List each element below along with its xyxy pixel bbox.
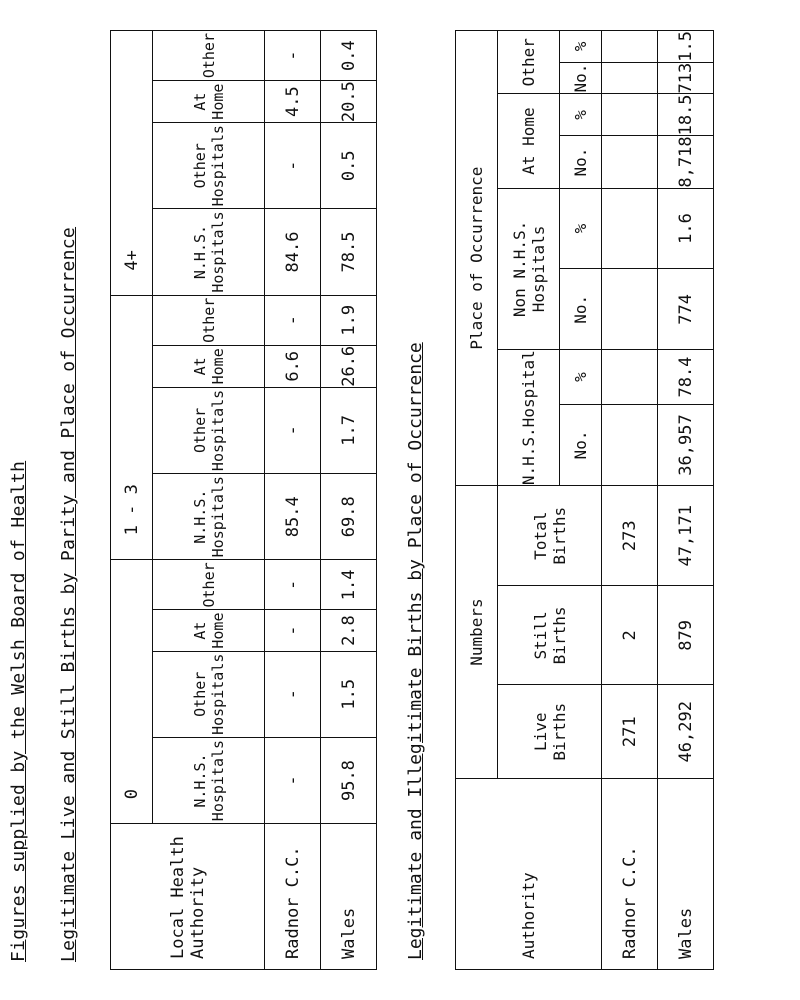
percent-header: % [560, 188, 602, 269]
subheader-at-home: At Home [153, 610, 265, 651]
table2-authority-header: Authority [456, 779, 602, 970]
table-cell: 69.8 [321, 474, 377, 560]
table-cell: 46,292 [658, 685, 714, 779]
table-row [321, 31, 377, 970]
table-cell [602, 269, 658, 350]
subheader-nhs-hospitals: N.H.S. Hospitals [153, 737, 265, 823]
table-row [658, 31, 714, 970]
nhs-hospital-header: N.H.S.Hospital [498, 350, 560, 486]
still-births-header: Still Births [498, 586, 602, 685]
table-cell: 0.4 [321, 31, 377, 81]
table-cell: 78.4 [658, 350, 714, 405]
table-cell [602, 62, 658, 94]
table-cell: 84.6 [265, 209, 321, 295]
table2-title: Legitimate and Illegitimate Births by Place of Occurrence [405, 342, 426, 960]
table-cell: 1.7 [321, 387, 377, 473]
table-cell: 1.5 [658, 31, 714, 63]
row-authority-name: Radnor C.C. [602, 779, 658, 970]
table-cell: 0.5 [321, 123, 377, 209]
table-cell: - [265, 31, 321, 81]
other-header: Other [498, 31, 560, 94]
table-cell: - [265, 651, 321, 737]
total-births-header: Total Births [498, 486, 602, 586]
table-cell [602, 31, 658, 63]
parity-place-table [110, 30, 377, 970]
table-cell: 2.8 [321, 610, 377, 651]
no-header: No. [560, 136, 602, 188]
percent-header: % [560, 94, 602, 136]
percent-header: % [560, 350, 602, 405]
table1-title: Legitimate Live and Still Births by Parity and Place of Occurrence [58, 226, 79, 962]
table-cell: 774 [658, 269, 714, 350]
place-of-occurrence-table [455, 30, 714, 970]
document-heading: Figures supplied by the Welsh Board of Health [8, 460, 29, 962]
table-cell: 85.4 [265, 474, 321, 560]
at-home-header: At Home [498, 94, 560, 188]
table-cell: - [265, 123, 321, 209]
table-cell: 1.4 [321, 560, 377, 610]
subheader-nhs-hospitals: N.H.S. Hospitals [153, 474, 265, 560]
table-cell [602, 136, 658, 188]
no-header: No. [560, 404, 602, 485]
place-of-occurrence-header: Place of Occurrence [456, 31, 498, 486]
non-nhs-hospitals-header: Non N.H.S. Hospitals [498, 188, 560, 350]
table-cell: 1.6 [658, 188, 714, 269]
table-cell: 26.6 [321, 345, 377, 387]
table-cell: 95.8 [321, 737, 377, 823]
table1-group-header-row [111, 31, 153, 970]
table1-authority-header: Local Health Authority [111, 824, 265, 970]
table-cell: 78.5 [321, 209, 377, 295]
table-row [265, 31, 321, 970]
percent-header: % [560, 31, 602, 63]
table-cell: - [265, 737, 321, 823]
subheader-nhs-hospitals: N.H.S. Hospitals [153, 209, 265, 295]
parity-group-4plus: 4+ [111, 31, 153, 296]
parity-group-1-3: 1 - 3 [111, 295, 153, 560]
table2-top-header-row [456, 31, 498, 970]
table-cell: 6.6 [265, 345, 321, 387]
table-row [602, 31, 658, 970]
table-cell: 8,718 [658, 136, 714, 188]
subheader-other-hospitals: Other Hospitals [153, 123, 265, 209]
table-cell: 36,957 [658, 404, 714, 485]
table-cell [602, 188, 658, 269]
row-authority-name: Wales [658, 779, 714, 970]
table-cell: - [265, 295, 321, 345]
subheader-other: Other [153, 560, 265, 610]
table-cell: - [265, 610, 321, 651]
no-header: No. [560, 269, 602, 350]
table-cell [602, 94, 658, 136]
numbers-header: Numbers [456, 486, 498, 779]
subheader-other: Other [153, 295, 265, 345]
subheader-other-hospitals: Other Hospitals [153, 651, 265, 737]
row-authority-name: Radnor C.C. [265, 824, 321, 970]
table-cell: - [265, 560, 321, 610]
live-births-header: Live Births [498, 685, 602, 779]
table-cell: 20.5 [321, 81, 377, 123]
table-cell: 4.5 [265, 81, 321, 123]
table-cell: - [265, 387, 321, 473]
table-cell: 273 [602, 486, 658, 586]
subheader-at-home: At Home [153, 345, 265, 387]
table-cell: 18.5 [658, 94, 714, 136]
table-cell: 1.5 [321, 651, 377, 737]
no-header: No. [560, 62, 602, 94]
table-cell [602, 404, 658, 485]
subheader-other-hospitals: Other Hospitals [153, 387, 265, 473]
subheader-at-home: At Home [153, 81, 265, 123]
parity-group-0: 0 [111, 560, 153, 824]
table-cell: 47,171 [658, 486, 714, 586]
subheader-other: Other [153, 31, 265, 81]
table-cell: 1.9 [321, 295, 377, 345]
table-cell: 879 [658, 586, 714, 685]
table-cell: 2 [602, 586, 658, 685]
table-cell: 271 [602, 685, 658, 779]
table-cell [602, 350, 658, 405]
row-authority-name: Wales [321, 824, 377, 970]
table-cell: 713 [658, 62, 714, 94]
